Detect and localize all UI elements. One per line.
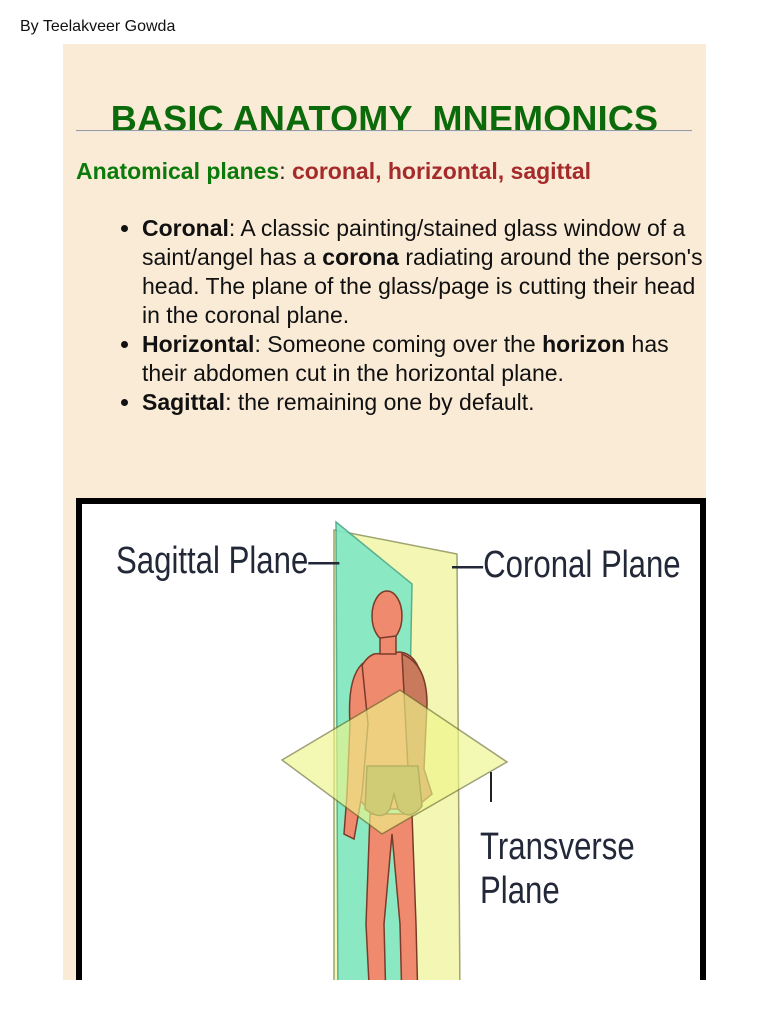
text-coronal-2: radiating around the person's head. The plane of the glass/page is cutting their head in the coronal plane.: [142, 244, 703, 328]
transverse-plane-label-line1: Transverse: [480, 826, 635, 868]
text-horizontal-1: : Someone coming over the: [254, 331, 543, 357]
list-item-horizontal: [142, 330, 703, 388]
list-item-sagittal: [142, 388, 703, 417]
term-coronal: Coronal: [142, 215, 229, 241]
anatomical-planes-diagram: [76, 498, 706, 980]
text-horizontal-2: has their abdomen cut in the horizontal plane.: [142, 331, 669, 386]
text-sagittal-1: : the remaining one by default.: [225, 389, 535, 415]
section-colon: :: [279, 158, 286, 184]
transverse-plane-shape: [282, 690, 507, 834]
term-horizontal: Horizontal: [142, 331, 255, 357]
figure-neck: [380, 636, 396, 654]
content-panel: [63, 44, 706, 980]
figure-head: [372, 591, 402, 641]
mnemonic-list: [63, 214, 703, 417]
page-title: BASIC ANATOMY MNEMONICS: [110, 98, 659, 139]
sagittal-plane-label: Sagittal Plane—: [116, 540, 340, 582]
transverse-plane-label-line2: Plane: [480, 870, 560, 912]
section-heading: [76, 158, 591, 185]
section-planes: coronal, horizontal, sagittal: [292, 158, 592, 184]
section-topic: Anatomical planes: [76, 158, 280, 184]
list-item-coronal: [142, 214, 703, 330]
horizontal-divider: [76, 130, 692, 132]
text-coronal-1: : A classic painting/stained glass window of a saint/angel has a: [142, 215, 686, 270]
coronal-plane-label: —Coronal Plane: [452, 544, 681, 586]
keyword-horizon: horizon: [542, 331, 626, 357]
keyword-corona: corona: [322, 244, 399, 270]
term-sagittal: Sagittal: [142, 389, 226, 415]
author-byline: By Teelakveer Gowda: [20, 18, 176, 35]
